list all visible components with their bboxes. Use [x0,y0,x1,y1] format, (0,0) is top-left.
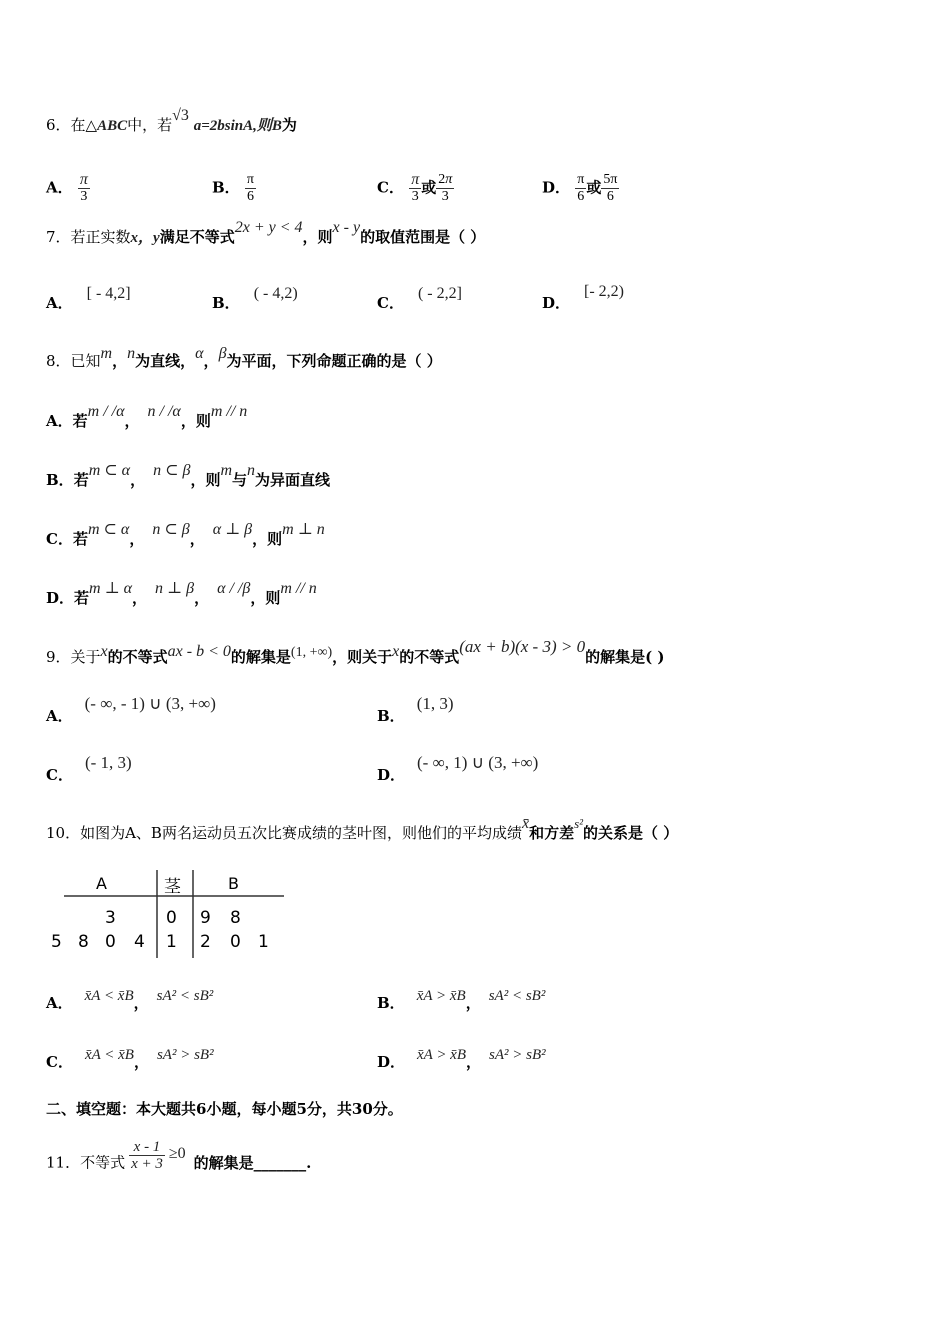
header-b: B [228,874,239,893]
q7-option-d[interactable]: D．[- 2,2) [542,283,624,312]
q9-option-c[interactable]: C．(- 1, 3) [46,753,132,784]
q8-stem: 8．已知m，n为直线，α，β为平面，下列命题正确的是（ ） [46,345,442,370]
header-stem: 茎 [164,877,181,897]
leaf-b: 1 [258,932,269,952]
q9-option-b[interactable]: B．(1, 3) [377,694,454,725]
leaf-b: 2 [200,932,211,952]
leaf-a: 8 [78,932,89,952]
q6-option-d[interactable]: D． $\frac{\pi}{6}$ 或 $\frac{5\pi}{6}$ [542,172,618,204]
leaf-a: 0 [105,932,116,952]
stem-value: 1 [166,932,177,952]
q9-stem: 9．关于x的不等式ax - b < 0的解集是(1, +∞)，则关于x的不等式(ax + b)(x - 3) > 0的解集是( ) [46,637,665,666]
leaf-b: 8 [230,908,241,928]
q11-stem: 11．不等式 $\frac{x - 1}{x + 3}$ ≥0的解集是_______. [46,1139,312,1172]
leaf-a: 3 [105,908,116,928]
q6-option-c[interactable]: C． $\frac{\pi}{3}$ 或 $\frac{2\pi}{3}$ [377,171,453,204]
leaf-b: 9 [200,908,211,928]
leaf-b: 0 [230,932,241,952]
q6-option-a[interactable]: A． $\frac{\pi}{3}$ [46,171,88,204]
q7-option-b[interactable]: B．( - 4,2) [212,285,298,312]
q7-stem: 7．若正实数x，y满足不等式2x + y < 4，则x - y的取值范围是（ ） [46,219,486,246]
q6-option-b[interactable]: B． $\frac{\pi}{6}$ [212,172,254,204]
header-a: A [96,874,107,893]
q8-option-a[interactable]: A．若m / /α，n / /α，则m // n [46,403,248,430]
q10-option-b[interactable]: B． x̄A > x̄B， sA² < sB² [377,988,546,1012]
stem-value: 0 [166,908,177,928]
q10-option-c[interactable]: C． x̄A < x̄B， sA² > sB² [46,1047,214,1071]
leaf-a: 5 [51,932,62,952]
q7-option-a[interactable]: A．[ - 4,2] [46,285,131,312]
leaf-a: 4 [134,932,145,952]
q10-stem: 10．如图为A、B两名运动员五次比赛成绩的茎叶图，则他们的平均成绩x̄和方差s²的关系是（ ） [46,815,679,842]
q9-option-a[interactable]: A．(- ∞, - 1) ∪ (3, +∞) [46,694,216,725]
q10-option-a[interactable]: A． x̄A < x̄B， sA² < sB² [46,988,214,1012]
q8-option-d[interactable]: D．若m ⊥ α，n ⊥ β，α / /β，则m // n [46,580,317,607]
q8-option-c[interactable]: C．若m ⊂ α，n ⊂ β，α ⊥ β，则m ⊥ n [46,521,325,548]
q6-stem: 6．在△ABC中，若√3 a=2bsinA,则B为 [46,107,297,134]
q10-option-d[interactable]: D． x̄A > x̄B， sA² > sB² [377,1047,546,1071]
q8-option-b[interactable]: B．若m ⊂ α，n ⊂ β，则m与n为异面直线 [46,462,331,489]
q7-option-c[interactable]: C．( - 2,2] [377,285,462,312]
stem-leaf-plot [48,868,284,960]
q9-option-d[interactable]: D．(- ∞, 1) ∪ (3, +∞) [377,753,539,784]
section-heading: 二、填空题：本大题共6小题，每小题5分，共30分。 [46,1100,403,1118]
